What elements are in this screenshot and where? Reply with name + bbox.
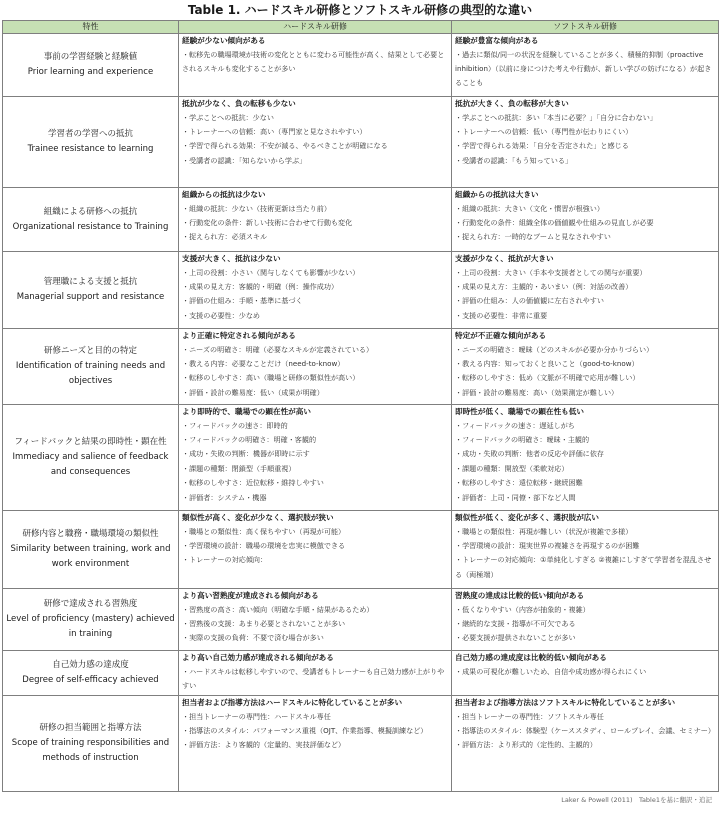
hard-skill-point: ・ 実際の支援の負荷：不要で済む場合が多い — [182, 631, 448, 645]
soft-skill-point: ・ 成果の可視化が難しいため、自信や成功感が得られにくい — [455, 665, 715, 679]
feature-label-en: Organizational resistance to Training — [12, 221, 169, 232]
soft-skill-point: ・ 評価・設計の難易度：高い（効果測定が難しい） — [455, 386, 715, 400]
hard-skill-point: ・ 成功・失敗の判断：機器が即時に示す — [182, 447, 448, 461]
soft-skill-summary: 担当者および指導方法はソフトスキルに特化していることが多い — [455, 698, 676, 707]
soft-skill-point: ・ 学ぶことへの抵抗：多い「本当に必要？」「自分に合わない」 — [455, 111, 715, 125]
soft-skill-summary: 特定が不正確な傾向がある — [455, 331, 547, 340]
soft-skill-point: ・ 組織の抵抗：大きい（文化・慣習が根強い） — [455, 202, 715, 216]
soft-skill-point: ・ ニーズの明確さ：曖昧（どのスキルが必要か分かりづらい） — [455, 343, 715, 357]
soft-skill-point: ・ 成功・失敗の判断：他者の反応や評価に依存 — [455, 447, 715, 461]
hard-skill-point: ・ ハードスキルは転移しやすいので、受講者もトレーナーも自己効力感が上がりやすい — [182, 665, 448, 694]
hard-skill-summary: 支援が大きく、抵抗は少ない — [182, 254, 281, 263]
feature-label-jp: 学習者の学習への抵抗 — [47, 129, 133, 139]
feature-label-jp: 管理職による支援と抵抗 — [43, 277, 138, 287]
hard-skill-point: ・ 学ぶことへの抵抗：少ない — [182, 111, 448, 125]
hard-skill-point: ・ 転移のしやすさ：近位転移・維持しやすい — [182, 476, 448, 490]
header-row — [3, 21, 719, 34]
soft-skill-point: ・ 学習で得られる効果：「自分を否定された」と感じる — [455, 139, 715, 153]
feature-label-en: Managerial support and resistance — [16, 292, 165, 302]
soft-skill-point: ・ 評価方法：より形式的（定性的、主観的） — [455, 738, 715, 752]
soft-skill-point: ・ トレーナーへの信頼：低い（専門性が伝わりにくい） — [455, 125, 715, 139]
feature-cell — [3, 97, 179, 188]
soft-skill-summary: 即時性が低く、職場での顕在性も低い — [455, 407, 584, 416]
hard-skill-point: ・ 行動変化の条件：新しい技術に合わせて行動も変化 — [182, 216, 448, 230]
feature-label-en: Similarity between training, work and work environment — [10, 544, 171, 569]
feature-cell — [3, 329, 179, 405]
feature-label-jp: 組織による研修への抵抗 — [43, 206, 138, 217]
hard-skill-point: ・ 組織の抵抗：少ない（技術更新は当たり前） — [182, 202, 448, 216]
hard-skill-summary: 抵抗が少なく、負の転移も少ない — [182, 99, 296, 108]
table-row — [3, 511, 719, 589]
hard-skill-point: ・ 受講者の認識：「知らないから学ぶ」 — [182, 154, 448, 168]
feature-label-en: Identification of training needs and objectives — [15, 361, 166, 386]
soft-skill-cell — [452, 405, 719, 511]
header-soft-skill: ソフトスキル研修 — [452, 21, 719, 34]
table-row — [3, 329, 719, 405]
feature-label-en: Trainee resistance to learning — [27, 144, 154, 154]
hard-skill-point: ・ 評価・設計の難易度：低い（成果が明確） — [182, 386, 448, 400]
feature-cell — [3, 651, 179, 696]
soft-skill-point: ・ フィードバックの明確さ：曖昧・主観的 — [455, 433, 715, 447]
hard-skill-point: ・ ニーズの明確さ：明確（必要なスキルが定義されている） — [182, 343, 448, 357]
table-row — [3, 252, 719, 329]
feature-label-jp: 事前の学習経験と経験値 — [43, 52, 138, 62]
feature-cell — [3, 405, 179, 511]
hard-skill-point: ・ 転移のしやすさ：高い（職場と研修の類似性が高い） — [182, 371, 448, 385]
hard-skill-summary: 類似性が高く、変化が少なく、選択肢が狭い — [182, 513, 334, 522]
hard-skill-point: ・ フィードバックの速さ：即時的 — [182, 419, 448, 433]
table-row — [3, 188, 719, 252]
hard-skill-point: ・ トレーナーへの信頼：高い（専門家と見なされやすい） — [182, 125, 448, 139]
soft-skill-summary: 類似性が低く、変化が多く、選択肢が広い — [455, 513, 599, 522]
feature-cell — [3, 252, 179, 329]
hard-skill-summary: より正確に特定される傾向がある — [182, 331, 296, 340]
hard-skill-point: ・ 指導法のスタイル：パフォーマンス重視（OJT、作業指導、模擬訓練など） — [182, 724, 448, 738]
soft-skill-point: ・ 捉えられ方：一時的なブームと見なされやすい — [455, 230, 715, 244]
feature-cell — [3, 589, 179, 651]
hard-skill-summary: 経験が少ない傾向がある — [182, 36, 266, 45]
soft-skill-summary: 経験が豊富な傾向がある — [455, 36, 539, 45]
soft-skill-point: ・ 支援の必要性：非常に重要 — [455, 309, 715, 323]
table-row — [3, 696, 719, 792]
soft-skill-point: ・ 継続的な支援・指導が不可欠である — [455, 617, 715, 631]
hard-skill-summary: 組織からの抵抗は少ない — [182, 190, 266, 199]
table-row — [3, 651, 719, 696]
hard-skill-summary: 担当者および指導方法はハードスキルに特化していることが多い — [182, 698, 403, 707]
soft-skill-point: ・ 指導法のスタイル：体験型（ケーススタディ、ロールプレイ、会議、セミナー） — [455, 724, 715, 738]
hard-skill-cell — [179, 589, 452, 651]
soft-skill-point: ・ トレーナーの対応傾向：①単純化しすぎる ②複雑にしすぎて学習者を混乱させる（両極端） — [455, 553, 715, 582]
feature-label-jp: 研修の担当範囲と指導方法 — [39, 723, 142, 733]
soft-skill-cell — [452, 651, 719, 696]
hard-skill-point: ・ 学習で得られる効果：不安が減る、やるべきことが明確になる — [182, 139, 448, 153]
hard-skill-point: ・ 評価者：システム・機器 — [182, 491, 448, 505]
soft-skill-point: ・ 行動変化の条件：組織全体の価値観や仕組みの見直しが必要 — [455, 216, 715, 230]
source-note: Laker & Powell (2011) Table1を基に翻訳・追記 — [561, 796, 712, 804]
table-row — [3, 589, 719, 651]
hard-skill-cell — [179, 405, 452, 511]
soft-skill-point: ・ 課題の種類：開放型（柔軟対応） — [455, 462, 715, 476]
feature-label-jp: フィードバックと結果の即時性・顕在性 — [14, 437, 167, 447]
soft-skill-summary: 抵抗が大きく、負の転移が大きい — [455, 99, 569, 108]
soft-skill-summary: 習熟度の達成は比較的低い傾向がある — [455, 591, 585, 600]
soft-skill-cell — [452, 252, 719, 329]
hard-skill-cell — [179, 511, 452, 589]
hard-skill-cell — [179, 329, 452, 405]
soft-skill-cell — [452, 511, 719, 589]
soft-skill-point: ・ 上司の役割：大きい（手本や支援者としての関与が重要） — [455, 266, 715, 280]
feature-label-en: Scope of training responsibilities and methods of instruction — [11, 738, 170, 763]
hard-skill-summary: より高い自己効力感が達成される傾向がある — [182, 653, 334, 662]
hard-skill-point: ・ 捉えられ方：必須スキル — [182, 230, 448, 244]
soft-skill-summary: 自己効力感の達成度は比較的低い傾向がある — [455, 653, 607, 662]
soft-skill-point: ・ 低くなりやすい（内容が抽象的・複雑） — [455, 603, 715, 617]
table-row — [3, 97, 719, 188]
feature-label-en: Immediacy and salience of feedback and consequences — [12, 452, 169, 477]
soft-skill-point: ・ 成果の見え方：主観的・あいまい（例：対話の改善） — [455, 280, 715, 294]
hard-skill-cell — [179, 252, 452, 329]
feature-cell — [3, 34, 179, 97]
comparison-table — [2, 20, 719, 792]
soft-skill-point: ・ 過去に類似/同一の状況を経験していることが多く、積極的抑制（proactive inhibition）（以前に身につけた考えや行動が、新しい学びの妨げになる）が起きることも — [455, 48, 715, 91]
soft-skill-point: ・ フィードバックの速さ：遅延しがち — [455, 419, 715, 433]
soft-skill-cell — [452, 589, 719, 651]
hard-skill-point: ・ 上司の役割：小さい（関与しなくても影響が少ない） — [182, 266, 448, 280]
soft-skill-point: ・ 必要支援が提供されないことが多い — [455, 631, 715, 645]
header-hard-skill: ハードスキル研修 — [179, 21, 452, 34]
hard-skill-point: ・ 転移先の職場環境が技術の変化とともに変わる可能性が高く、結果として必要とされるスキルも変化することが多い — [182, 48, 448, 77]
feature-label-jp: 研修ニーズと目的の特定 — [43, 346, 138, 356]
hard-skill-point: ・ 課題の種類：閉鎖型（手順重視） — [182, 462, 448, 476]
soft-skill-point: ・ 職場との類似性：再現が難しい（状況が複雑で多様） — [455, 525, 715, 539]
hard-skill-point: ・ 学習環境の設計：職場の環境を忠実に模倣できる — [182, 539, 448, 553]
feature-label-jp: 研修で達成される習熟度 — [43, 599, 138, 609]
header-feature: 特性 — [3, 21, 179, 34]
hard-skill-cell — [179, 188, 452, 252]
soft-skill-point: ・ 転移のしやすさ：低め（文脈が不明確で応用が難しい） — [455, 371, 715, 385]
soft-skill-point: ・ 受講者の認識：「もう知っている」 — [455, 154, 715, 168]
soft-skill-cell — [452, 97, 719, 188]
hard-skill-summary: より即時的で、職場での顕在性が高い — [182, 407, 311, 416]
hard-skill-point: ・ フィードバックの明確さ：明確・客観的 — [182, 433, 448, 447]
soft-skill-point: ・ 転移のしやすさ：遠位転移・継続困難 — [455, 476, 715, 490]
table-title: Table 1. ハードスキル研修とソフトスキル研修の典型的な違い — [187, 3, 533, 17]
soft-skill-cell — [452, 34, 719, 97]
hard-skill-summary: より高い習熟度が達成される傾向がある — [182, 591, 319, 600]
hard-skill-point: ・ 担当トレーナーの専門性：ハードスキル専任 — [182, 710, 448, 724]
soft-skill-point: ・ 評価の仕組み：人の価値観に左右されやすい — [455, 294, 715, 308]
feature-cell — [3, 188, 179, 252]
table-row — [3, 405, 719, 511]
hard-skill-cell — [179, 34, 452, 97]
hard-skill-cell — [179, 651, 452, 696]
soft-skill-point: ・ 学習環境の設計：現実世界の複雑さを再現するのが困難 — [455, 539, 715, 553]
soft-skill-point: ・ 担当トレーナーの専門性：ソフトスキル専任 — [455, 710, 715, 724]
table-row — [3, 34, 719, 97]
soft-skill-point: ・ 評価者：上司・同僚・部下など人間 — [455, 491, 715, 505]
feature-label-en: Prior learning and experience — [27, 67, 154, 77]
hard-skill-cell — [179, 97, 452, 188]
soft-skill-summary: 支援が少なく、抵抗が大きい — [455, 254, 554, 263]
hard-skill-point: ・ 評価方法：より客観的（定量的、実技評価など） — [182, 738, 448, 752]
hard-skill-point: ・ 職場との類似性：高く保ちやすい（再現が可能） — [182, 525, 448, 539]
soft-skill-cell — [452, 329, 719, 405]
hard-skill-point: ・ トレーナーの対応傾向： — [182, 553, 448, 567]
feature-cell — [3, 696, 179, 792]
feature-label-en: Degree of self-efficacy achieved — [22, 675, 159, 685]
hard-skill-point: ・ 習熟度の高さ：高い傾向（明確な手順・結果があるため） — [182, 603, 448, 617]
feature-cell — [3, 511, 179, 589]
hard-skill-cell — [179, 696, 452, 792]
soft-skill-summary: 組織からの抵抗は大きい — [455, 190, 539, 199]
soft-skill-cell — [452, 188, 719, 252]
feature-label-jp: 自己効力感の達成度 — [52, 660, 129, 670]
soft-skill-point: ・ 教える内容：知っておくと良いこと（good-to-know） — [455, 357, 715, 371]
hard-skill-point: ・ 習熟後の支援：あまり必要とされないことが多い — [182, 617, 448, 631]
soft-skill-cell — [452, 696, 719, 792]
feature-label-jp: 研修内容と職務・職場環境の類似性 — [22, 529, 159, 539]
hard-skill-point: ・ 教える内容：必要なことだけ（need-to-know） — [182, 357, 448, 371]
hard-skill-point: ・ 支援の必要性：少なめ — [182, 309, 448, 323]
feature-label-en: Level of proficiency (mastery) achieved in training — [6, 614, 175, 639]
hard-skill-point: ・ 評価の仕組み：手順・基準に基づく — [182, 294, 448, 308]
hard-skill-point: ・ 成果の見え方：客観的・明確（例：操作成功） — [182, 280, 448, 294]
